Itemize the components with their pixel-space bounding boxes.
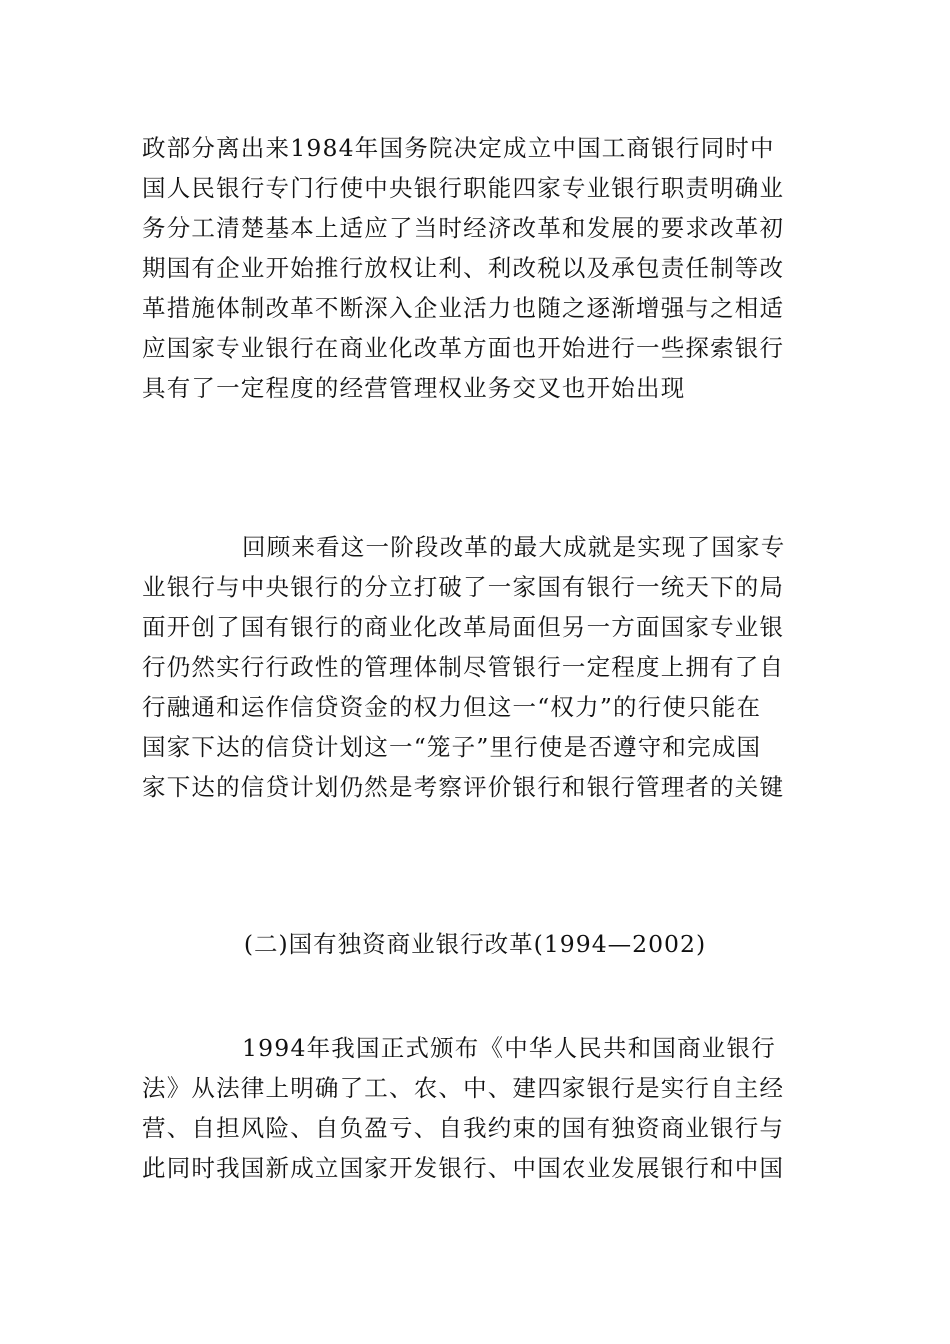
paragraph-line: 行仍然实行行政性的管理体制尽管银行一定程度上拥有了自: [142, 653, 785, 681]
paragraph-line: 具有了一定程度的经营管理权业务交叉也开始出现: [142, 374, 686, 402]
paragraph-line: 家下达的信贷计划仍然是考察评价银行和银行管理者的关键: [142, 773, 785, 801]
paragraph-line: 应国家专业银行在商业化改革方面也开始进行一些探索银行: [142, 334, 785, 362]
paragraph-1: [142, 128, 822, 408]
paragraph-line: 回顾来看这一阶段改革的最大成就是实现了国家专: [242, 533, 786, 561]
paragraph-line: 1994年我国正式颁布《中华人民共和国商业银行: [242, 1034, 776, 1062]
paragraph-line: 革措施体制改革不断深入企业活力也随之逐渐增强与之相适: [142, 294, 785, 322]
paragraph-line: 行融通和运作信贷资金的权力但这一“权力”的行使只能在: [142, 693, 762, 721]
paragraph-3: [142, 1028, 822, 1188]
paragraph-line: 务分工清楚基本上适应了当时经济改革和发展的要求改革初: [142, 214, 785, 242]
paragraph-2: [142, 527, 822, 807]
paragraph-line: 法》从法律上明确了工、农、中、建四家银行是实行自主经: [142, 1074, 785, 1102]
paragraph-line: 营、自担风险、自负盈亏、自我约束的国有独资商业银行与: [142, 1114, 785, 1142]
paragraph-line: 政部分离出来1984年国务院决定成立中国工商银行同时中: [142, 134, 775, 162]
paragraph-line: 面开创了国有银行的商业化改革局面但另一方面国家专业银: [142, 613, 785, 641]
section-heading: (二)国有独资商业银行改革(1994—2002): [243, 930, 707, 958]
paragraph-line: 业银行与中央银行的分立打破了一家国有银行一统天下的局: [142, 573, 785, 601]
paragraph-line: 期国有企业开始推行放权让利、利改税以及承包责任制等改: [142, 254, 785, 282]
paragraph-line: 此同时我国新成立国家开发银行、中国农业发展银行和中国: [142, 1154, 785, 1182]
paragraph-line: 国人民银行专门行使中央银行职能四家专业银行职责明确业: [142, 174, 785, 202]
paragraph-line: 国家下达的信贷计划这一“笼子”里行使是否遵守和完成国: [142, 733, 762, 761]
